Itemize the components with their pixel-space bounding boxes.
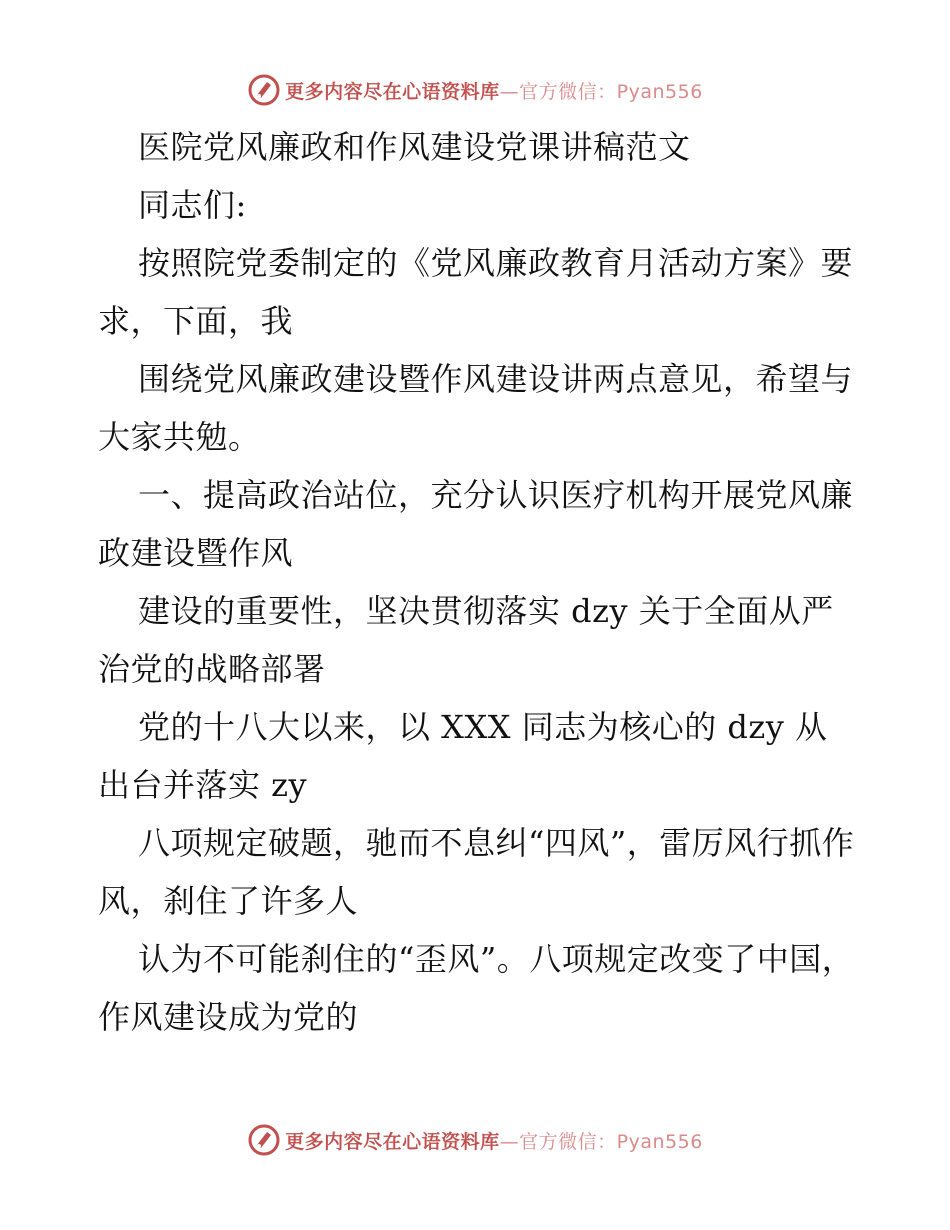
document-title: 医院党风廉政和作风建设党课讲稿范文 xyxy=(138,128,691,166)
paragraph: 党的十八大以来，以 XXX 同志为核心的 dzy 从出台并落实 zy xyxy=(98,708,828,804)
paragraph: 同志们: xyxy=(138,186,247,224)
footer-banner xyxy=(0,1120,950,1160)
paragraph: 一、提高政治站位，充分认识医疗机构开展党风廉政建设暨作风 xyxy=(98,476,854,572)
paragraph: 按照院党委制定的《党风廉政教育月活动方案》要求，下面，我 xyxy=(98,244,854,340)
paragraph: 八项规定破题，驰而不息纠“四风”，雷厉风行抓作风，刹住了许多人 xyxy=(98,824,855,920)
brand-logo-icon xyxy=(247,1123,281,1157)
header-banner-text: 更多内容尽在心语资料库—官方微信：Pyan556 xyxy=(285,80,703,103)
paragraph: 建设的重要性，坚决贯彻落实 dzy 关于全面从严治党的战略部署 xyxy=(98,592,834,688)
footer-banner-text: 更多内容尽在心语资料库—官方微信：Pyan556 xyxy=(285,1130,703,1153)
header-banner xyxy=(0,70,950,110)
document-body xyxy=(98,118,858,1046)
paragraph: 认为不可能刹住的“歪风”。八项规定改变了中国，作风建设成为党的 xyxy=(98,940,855,1036)
paragraph: 围绕党风廉政建设暨作风建设讲两点意见，希望与大家共勉。 xyxy=(98,360,854,456)
brand-logo-icon xyxy=(247,73,281,107)
